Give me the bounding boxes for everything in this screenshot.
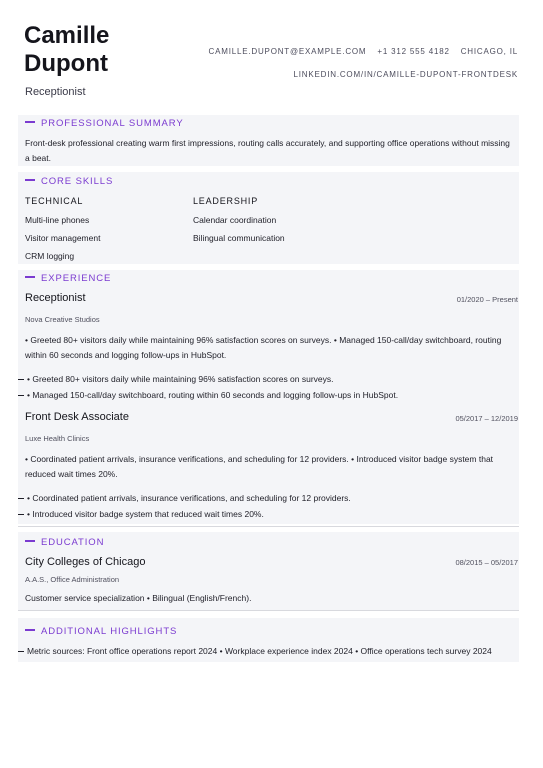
contact-line — [201, 47, 518, 56]
dash-icon — [18, 395, 24, 396]
job-title: Receptionist — [25, 292, 86, 304]
education-dates: 08/2015 – 05/2017 — [455, 558, 518, 567]
contact-phone[interactable]: +1 312 555 4182 — [377, 47, 450, 56]
education-heading: EDUCATION — [25, 537, 104, 548]
dash-icon — [25, 540, 35, 542]
candidate-role: Receptionist — [25, 86, 86, 98]
job-bullet: • Greeted 80+ visitors daily while maintaining 96% satisfaction scores on surveys. — [18, 374, 334, 384]
summary-heading: PROFESSIONAL SUMMARY — [25, 118, 184, 129]
education-details: Customer service specialization • Bilingual (English/French). — [25, 593, 252, 603]
skills-leadership-heading: LEADERSHIP — [193, 196, 259, 206]
skills-technical-heading: TECHNICAL — [25, 196, 84, 206]
skill-item: Calendar coordination — [193, 215, 277, 225]
skill-item: CRM logging — [25, 251, 75, 261]
skill-item: Visitor management — [25, 233, 101, 243]
job-dates: 01/2020 – Present — [456, 295, 518, 304]
skills-heading: CORE SKILLS — [25, 176, 113, 187]
school-name: City Colleges of Chicago — [25, 556, 146, 568]
skill-item: Bilingual communication — [193, 233, 285, 243]
dash-icon — [18, 498, 24, 499]
contact-linkedin[interactable]: LINKEDIN.COM/IN/CAMILLE-DUPONT-FRONTDESK — [293, 70, 518, 79]
job-bullet: • Managed 150-call/day switchboard, routing within 60 seconds and logging follow-ups in HubSpot. — [18, 390, 398, 400]
section-divider — [18, 610, 519, 611]
highlights-heading: ADDITIONAL HIGHLIGHTS — [25, 626, 177, 637]
contact-location: CHICAGO, IL — [460, 47, 518, 56]
dash-icon — [18, 379, 24, 380]
candidate-name — [24, 22, 109, 78]
job-bullet: • Coordinated patient arrivals, insurance verifications, and scheduling for 12 providers. — [18, 493, 351, 503]
section-divider — [18, 526, 519, 527]
job-paragraph: • Greeted 80+ visitors daily while maintaining 96% satisfaction scores on surveys. • Managed 150-call/day switchboard, routing within 60 seconds and logging follow-ups in HubSpot. — [25, 335, 502, 360]
summary-text: Front-desk professional creating warm first impressions, routing calls accurately, and supporting office operations without missing a beat. — [25, 138, 510, 163]
skill-item: Multi-line phones — [25, 215, 90, 225]
degree: A.A.S., Office Administration — [25, 575, 120, 584]
dash-icon — [18, 651, 24, 652]
dash-icon — [25, 179, 35, 181]
dash-icon — [25, 121, 35, 123]
name-first: Camille — [24, 22, 110, 49]
job-company: Luxe Health Clinics — [25, 434, 90, 443]
job-company: Nova Creative Studios — [25, 315, 100, 324]
experience-heading: EXPERIENCE — [25, 273, 111, 284]
dash-icon — [25, 276, 35, 278]
job-bullet: • Introduced visitor badge system that reduced wait times 20%. — [18, 509, 264, 519]
dash-icon — [25, 629, 35, 631]
highlights-text: Metric sources: Front office operations report 2024 • Workplace experience index 2024 • Office operations tech survey 2024 — [18, 646, 492, 656]
job-dates: 05/2017 – 12/2019 — [455, 414, 518, 423]
job-title: Front Desk Associate — [25, 411, 129, 423]
dash-icon — [18, 514, 24, 515]
contact-email[interactable]: CAMILLE.DUPONT@EXAMPLE.COM — [208, 47, 367, 56]
job-paragraph: • Coordinated patient arrivals, insurance verifications, and scheduling for 12 providers. • Introduced visitor badge system that reduced wait times 20%. — [25, 454, 494, 479]
name-last: Dupont — [24, 50, 108, 77]
